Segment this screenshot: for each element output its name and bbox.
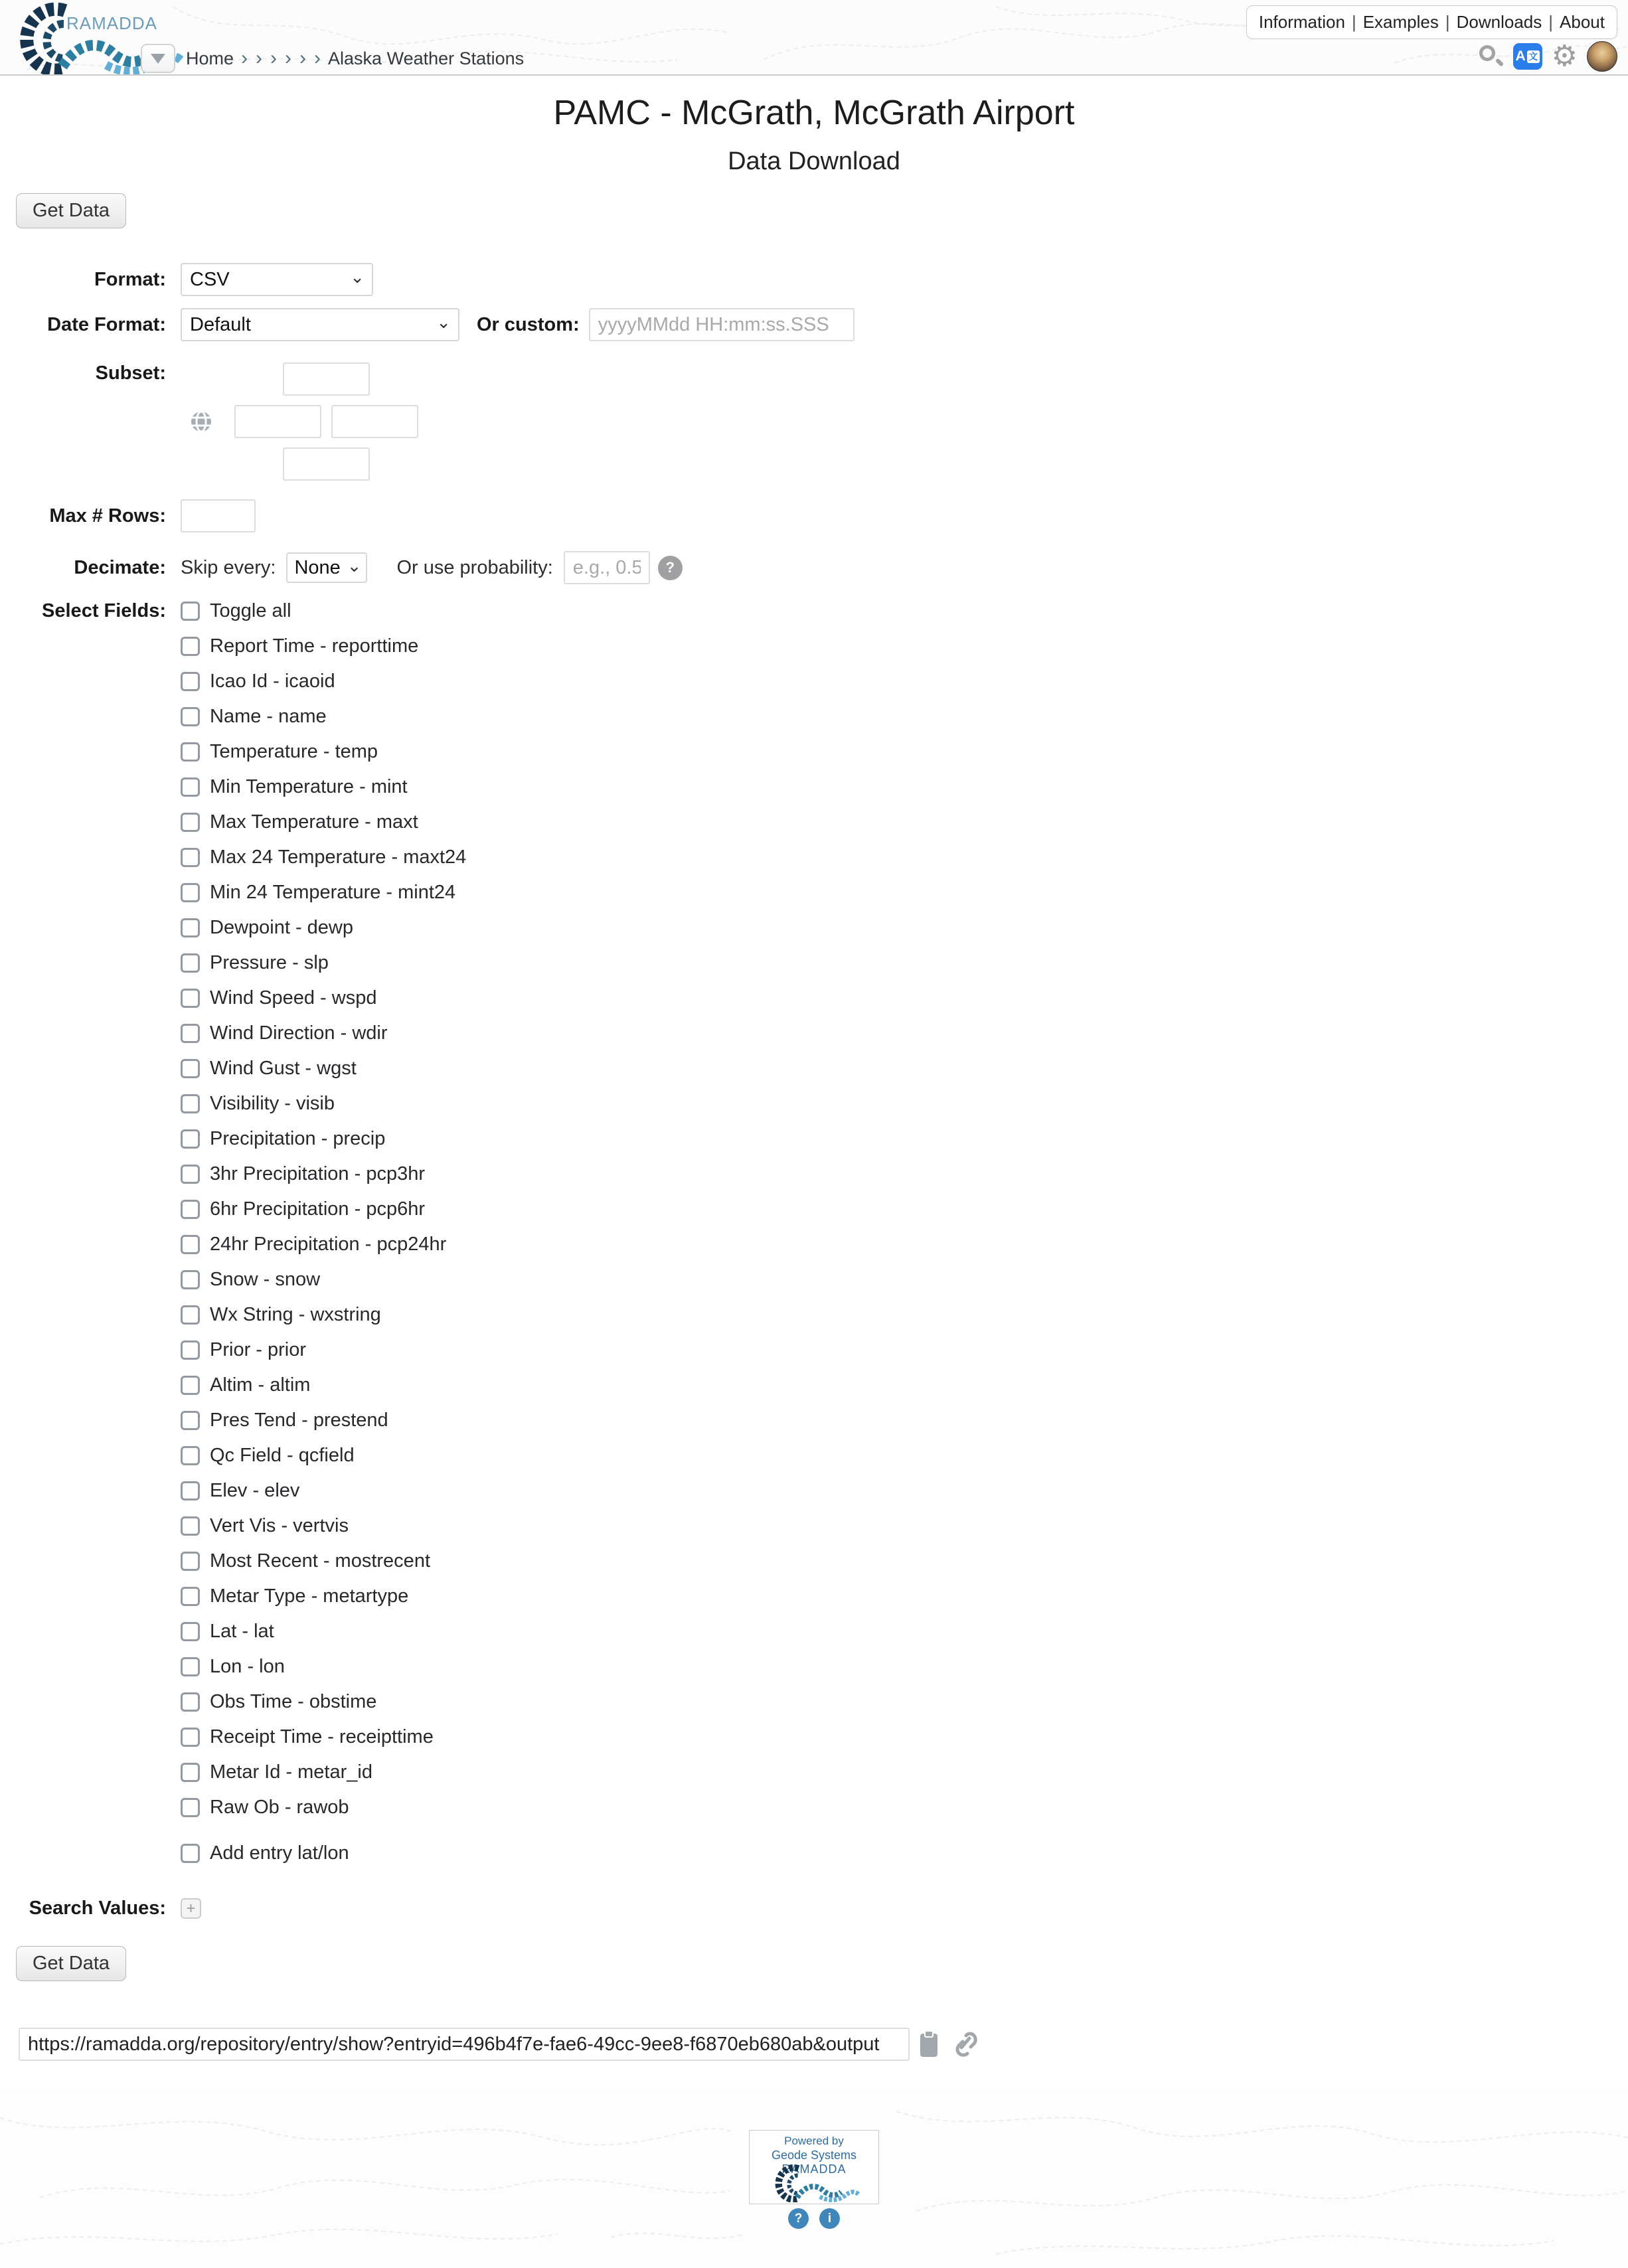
- subset-label: Subset:: [95, 363, 166, 384]
- field-checkbox-row[interactable]: [181, 741, 466, 763]
- field-checkbox[interactable]: [181, 1376, 200, 1395]
- field-checkbox-row[interactable]: [181, 1163, 466, 1185]
- search-icon[interactable]: [1477, 43, 1504, 70]
- field-checkbox[interactable]: [181, 1552, 200, 1571]
- field-checkbox[interactable]: [181, 1763, 200, 1782]
- field-checkbox-list: [181, 635, 466, 1832]
- gear-icon[interactable]: ⚙: [1551, 39, 1578, 73]
- nav-separator: |: [1445, 12, 1450, 32]
- nav-item-downloads[interactable]: Downloads: [1456, 12, 1542, 32]
- breadcrumb-dropdown-button[interactable]: [141, 44, 175, 73]
- field-checkbox[interactable]: [181, 1024, 200, 1043]
- field-checkbox-row[interactable]: [181, 847, 466, 868]
- field-checkbox[interactable]: [181, 813, 200, 832]
- field-label: Elev - elev: [210, 1480, 300, 1501]
- date-format-select[interactable]: [181, 308, 459, 341]
- footer-buttons: [788, 2208, 840, 2229]
- field-checkbox-row[interactable]: [181, 917, 466, 939]
- field-checkbox[interactable]: [181, 1200, 200, 1219]
- site-header: [0, 0, 1628, 76]
- field-label: Max 24 Temperature - maxt24: [210, 847, 467, 868]
- field-label: Temperature - temp: [210, 741, 378, 762]
- field-checkbox-row[interactable]: [181, 1726, 466, 1748]
- field-label: Wx String - wxstring: [210, 1304, 381, 1325]
- field-checkbox[interactable]: [181, 883, 200, 902]
- field-checkbox[interactable]: [181, 777, 200, 797]
- add-entry-latlon-checkbox[interactable]: [181, 1844, 200, 1863]
- field-label: 6hr Precipitation - pcp6hr: [210, 1198, 425, 1220]
- chevron-separator-icon: ›: [299, 47, 307, 69]
- field-checkbox[interactable]: [181, 918, 200, 937]
- subset-row: [0, 363, 1628, 481]
- field-checkbox-row[interactable]: [181, 1234, 466, 1256]
- date-format-row: [0, 308, 1628, 341]
- field-label: Lat - lat: [210, 1621, 274, 1642]
- field-checkbox[interactable]: [181, 672, 200, 691]
- toggle-all-checkbox[interactable]: [181, 602, 200, 621]
- company-text: Geode Systems: [771, 2148, 857, 2162]
- field-checkbox[interactable]: [181, 1165, 200, 1184]
- nav-item-information[interactable]: Information: [1258, 12, 1345, 32]
- field-checkbox-row[interactable]: [181, 776, 466, 798]
- field-label: Qc Field - qcfield: [210, 1445, 355, 1466]
- plus-icon: +: [186, 1899, 196, 1917]
- format-select-wrap: [181, 263, 373, 296]
- translate-icon[interactable]: A 文: [1513, 43, 1542, 70]
- field-label: Icao Id - icaoid: [210, 671, 335, 692]
- field-checkbox-row[interactable]: [181, 1269, 466, 1291]
- get-data-button-top[interactable]: Get Data: [16, 193, 126, 228]
- field-label: Min 24 Temperature - mint24: [210, 882, 456, 903]
- globe-icon[interactable]: [190, 410, 212, 433]
- page-title: PAMC - McGrath, McGrath Airport: [553, 94, 1075, 132]
- powered-by-text: Powered by: [784, 2135, 844, 2147]
- field-checkbox[interactable]: [181, 1235, 200, 1254]
- format-label: Format:: [94, 268, 166, 290]
- field-label: Obs Time - obstime: [210, 1691, 377, 1712]
- field-checkbox[interactable]: [181, 637, 200, 656]
- decimate-row: [0, 551, 1628, 584]
- chevron-separator-icon: ›: [241, 47, 248, 69]
- decimate-label: Decimate:: [74, 556, 166, 578]
- field-label: Snow - snow: [210, 1269, 321, 1290]
- probability-label: Or use probability:: [396, 556, 553, 578]
- field-label: Max Temperature - maxt: [210, 811, 418, 833]
- field-checkbox-row[interactable]: [181, 1480, 466, 1502]
- field-checkbox-row[interactable]: [181, 1445, 466, 1467]
- help-icon[interactable]: ?: [658, 556, 683, 580]
- link-icon[interactable]: [949, 2030, 979, 2058]
- field-label: Min Temperature - mint: [210, 776, 408, 797]
- field-label: Receipt Time - receipttime: [210, 1726, 434, 1747]
- field-checkbox-row[interactable]: [181, 1761, 466, 1783]
- field-label: Pressure - slp: [210, 952, 329, 973]
- nav-separator: |: [1548, 12, 1554, 32]
- field-checkbox[interactable]: [181, 1340, 200, 1360]
- help-circle-button[interactable]: ?: [788, 2208, 809, 2229]
- field-checkbox[interactable]: [181, 1270, 200, 1289]
- info-circle-button[interactable]: i: [819, 2208, 840, 2229]
- select-fields-row: [0, 600, 1628, 1878]
- url-icon-group: [919, 2030, 979, 2058]
- add-entry-latlon-row[interactable]: [181, 1842, 466, 1864]
- max-rows-row: [0, 499, 1628, 532]
- top-nav-menu: [1246, 5, 1617, 39]
- skip-every-select[interactable]: [286, 552, 367, 583]
- add-entry-latlon-label: Add entry lat/lon: [210, 1842, 349, 1864]
- skip-select-wrap: [286, 552, 367, 583]
- field-checkbox-row[interactable]: [181, 1550, 466, 1572]
- format-select[interactable]: [181, 263, 373, 296]
- max-rows-label: Max # Rows:: [49, 505, 166, 526]
- field-checkbox[interactable]: [181, 1516, 200, 1536]
- field-checkbox-row[interactable]: [181, 987, 466, 1009]
- field-label: Raw Ob - rawob: [210, 1797, 349, 1818]
- or-custom-label: Or custom:: [477, 313, 580, 335]
- subset-west-input[interactable]: [234, 405, 321, 438]
- field-checkbox-row[interactable]: [181, 1339, 466, 1361]
- subset-south-input[interactable]: [283, 447, 370, 481]
- url-row: [19, 2028, 1628, 2061]
- field-checkbox-row[interactable]: [181, 1515, 466, 1537]
- field-checkbox[interactable]: [181, 1622, 200, 1641]
- breadcrumb: [141, 44, 524, 73]
- field-label: Most Recent - mostrecent: [210, 1550, 430, 1572]
- field-checkbox[interactable]: [181, 1059, 200, 1078]
- field-checkbox-row[interactable]: [181, 706, 466, 728]
- field-checkbox-row[interactable]: [181, 1374, 466, 1396]
- field-checkbox[interactable]: [181, 848, 200, 867]
- field-checkbox[interactable]: [181, 1657, 200, 1676]
- field-checkbox-row[interactable]: [181, 811, 466, 833]
- field-checkbox[interactable]: [181, 1094, 200, 1113]
- field-label: Prior - prior: [210, 1339, 307, 1360]
- chevron-separator-icon: ›: [256, 47, 263, 69]
- field-checkbox-row[interactable]: [181, 1093, 466, 1115]
- format-row: [0, 263, 1628, 296]
- field-checkbox-row[interactable]: [181, 1198, 466, 1220]
- field-checkbox[interactable]: [181, 707, 200, 726]
- chevron-separator-icon: ›: [314, 47, 321, 69]
- subset-north-input[interactable]: [283, 363, 370, 396]
- chevron-separator-icon: ›: [270, 47, 278, 69]
- field-label: Name - name: [210, 706, 327, 727]
- entry-url-input[interactable]: [19, 2028, 910, 2061]
- field-label: Visibility - visib: [210, 1093, 335, 1114]
- skip-every-label: Skip every:: [181, 556, 276, 578]
- field-label: Report Time - reporttime: [210, 635, 419, 657]
- field-label: Metar Type - metartype: [210, 1585, 409, 1607]
- field-checkbox[interactable]: [181, 1129, 200, 1149]
- field-checkbox[interactable]: [181, 1305, 200, 1325]
- toggle-all-label: Toggle all: [210, 600, 291, 621]
- field-checkbox[interactable]: [181, 1728, 200, 1747]
- nav-item-about[interactable]: About: [1560, 12, 1605, 32]
- powered-by-badge[interactable]: [749, 2130, 879, 2204]
- field-checkbox-row[interactable]: [181, 635, 466, 657]
- field-checkbox-row[interactable]: [181, 952, 466, 974]
- nav-item-examples[interactable]: Examples: [1362, 12, 1439, 32]
- get-data-button-bottom[interactable]: Get Data: [16, 1946, 126, 1981]
- chevron-down-icon: [151, 54, 165, 64]
- subset-area-picker: [181, 363, 418, 481]
- field-checkbox-row[interactable]: [181, 1058, 466, 1080]
- probability-input[interactable]: [564, 551, 650, 584]
- field-label: Precipitation - precip: [210, 1128, 386, 1149]
- field-label: Vert Vis - vertvis: [210, 1515, 349, 1536]
- field-checkbox-row[interactable]: [181, 1410, 466, 1431]
- field-checkbox-row[interactable]: [181, 1656, 466, 1678]
- field-checkbox[interactable]: [181, 953, 200, 973]
- logo-text: RAMADDA: [66, 13, 158, 33]
- field-label: Wind Speed - wspd: [210, 987, 377, 1009]
- user-avatar[interactable]: [1587, 41, 1617, 72]
- field-label: Metar Id - metar_id: [210, 1761, 372, 1783]
- field-checkbox-row[interactable]: [181, 1621, 466, 1643]
- field-label: Wind Gust - wgst: [210, 1058, 357, 1079]
- max-rows-input[interactable]: [181, 499, 256, 532]
- field-checkbox-row[interactable]: [181, 1304, 466, 1326]
- field-checkbox[interactable]: [181, 1481, 200, 1500]
- page-subtitle: Data Download: [728, 147, 900, 175]
- date-format-select-wrap: [181, 308, 459, 341]
- field-checkbox[interactable]: [181, 1587, 200, 1606]
- field-checkbox-row[interactable]: [181, 1691, 466, 1713]
- search-values-label: Search Values:: [29, 1898, 166, 1919]
- field-checkbox[interactable]: [181, 1446, 200, 1465]
- field-label: Pres Tend - prestend: [210, 1410, 388, 1431]
- search-values-row: [0, 1898, 1628, 1919]
- nav-separator: |: [1351, 12, 1356, 32]
- date-format-label: Date Format:: [47, 313, 166, 335]
- chevron-separator-icon: ›: [285, 47, 292, 69]
- ramadda-swirl-icon: [754, 2164, 876, 2202]
- header-icon-row: [1477, 41, 1617, 72]
- field-label: Altim - altim: [210, 1374, 311, 1396]
- field-checkbox[interactable]: [181, 1411, 200, 1430]
- select-fields-label: Select Fields:: [42, 600, 166, 621]
- field-checkbox[interactable]: [181, 989, 200, 1008]
- field-label: Dewpoint - dewp: [210, 917, 353, 938]
- field-checkbox-row[interactable]: [181, 1128, 466, 1150]
- subset-east-input[interactable]: [331, 405, 418, 438]
- field-checkbox-row[interactable]: [181, 1585, 466, 1607]
- field-checkbox-row[interactable]: [181, 1797, 466, 1819]
- add-search-value-button[interactable]: [181, 1898, 201, 1919]
- field-label: Wind Direction - wdir: [210, 1022, 388, 1044]
- product-text: RAMADDA: [781, 2162, 847, 2176]
- fields-list: [181, 600, 466, 1878]
- site-footer: [0, 2091, 1628, 2268]
- custom-date-format-input[interactable]: [589, 308, 855, 341]
- field-checkbox-row[interactable]: [181, 671, 466, 692]
- toggle-all-checkbox-row[interactable]: [181, 600, 466, 622]
- field-label: 3hr Precipitation - pcp3hr: [210, 1163, 425, 1184]
- field-label: Lon - lon: [210, 1656, 285, 1677]
- field-checkbox[interactable]: [181, 1692, 200, 1712]
- field-checkbox[interactable]: [181, 742, 200, 762]
- field-checkbox[interactable]: [181, 1798, 200, 1817]
- field-checkbox-row[interactable]: [181, 1022, 466, 1044]
- breadcrumb-home-link[interactable]: Home: [186, 48, 234, 68]
- field-label: 24hr Precipitation - pcp24hr: [210, 1234, 447, 1255]
- breadcrumb-current-link[interactable]: Alaska Weather Stations: [328, 48, 525, 68]
- copy-clipboard-icon[interactable]: [919, 2030, 939, 2058]
- field-checkbox-row[interactable]: [181, 882, 466, 904]
